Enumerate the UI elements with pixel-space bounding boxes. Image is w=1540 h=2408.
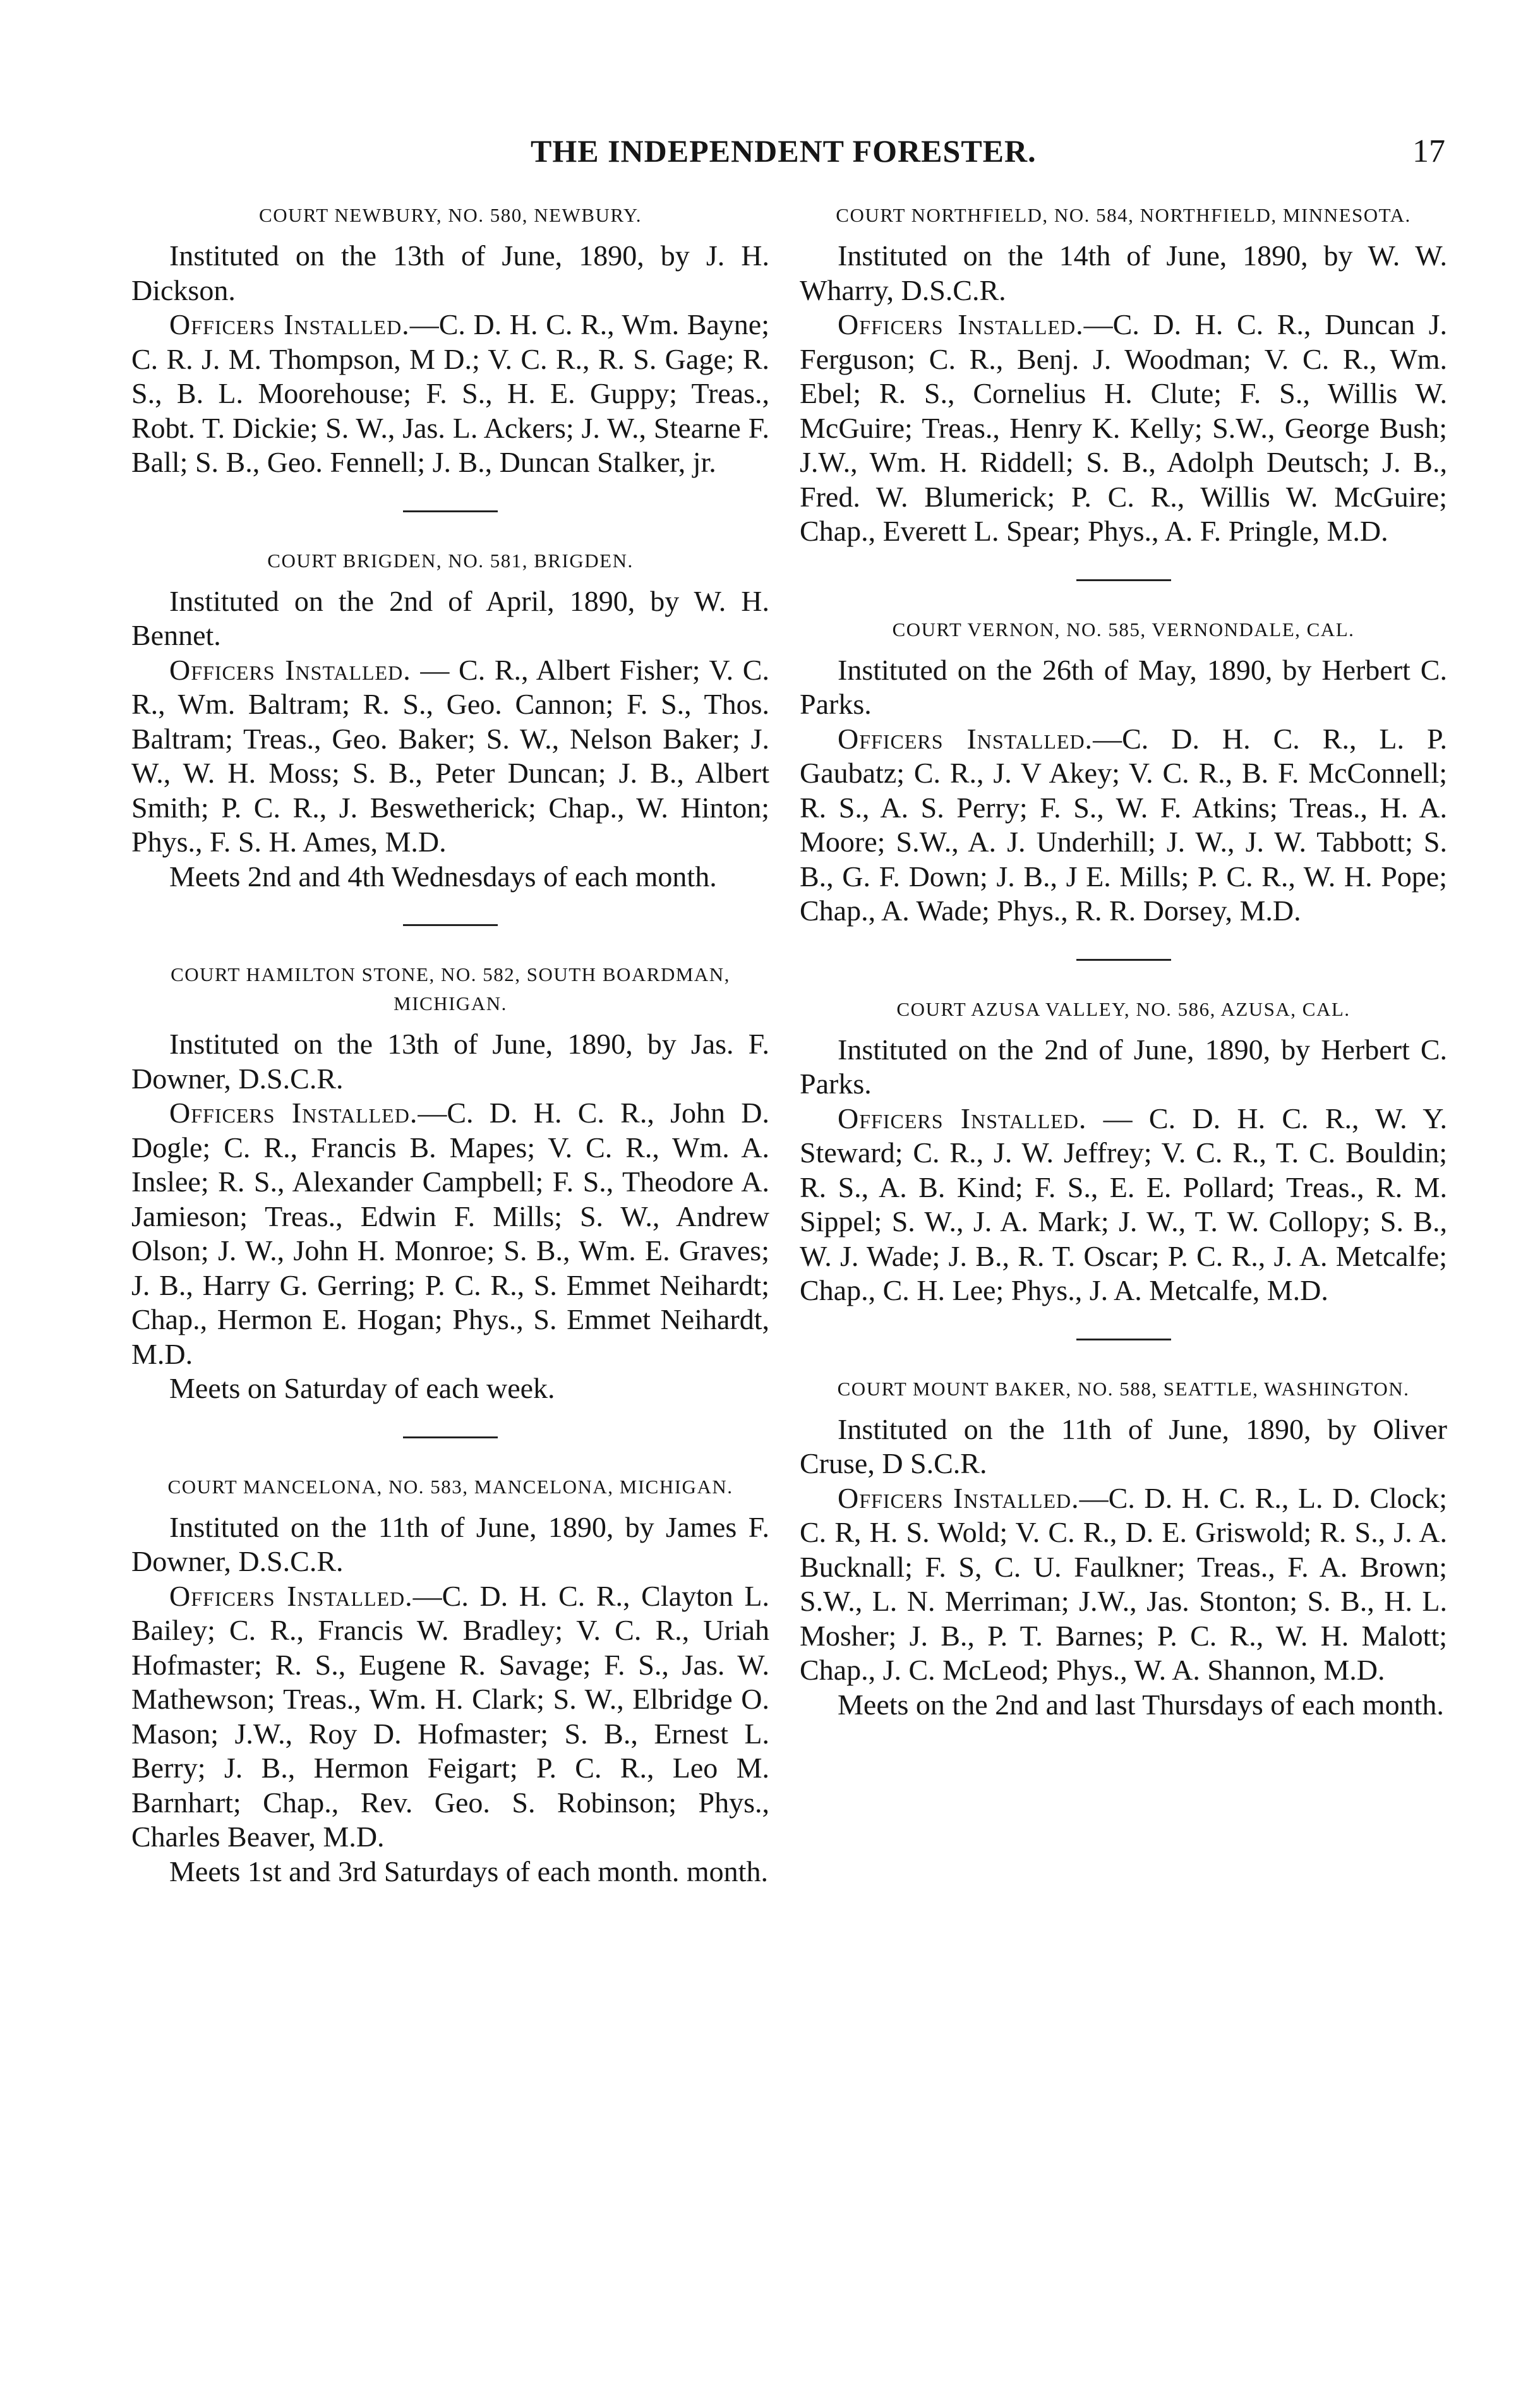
officers-label: Officers Installed. bbox=[838, 1481, 1080, 1514]
court-heading: COURT AZUSA VALLEY, NO. 586, AZUSA, CAL. bbox=[896, 997, 1351, 1020]
officers-paragraph bbox=[131, 653, 769, 860]
officers-label: Officers Installed. bbox=[169, 308, 410, 340]
instituted-text: Instituted on the 11th of June, 1890, by James F. Downer, D.S.C.R. bbox=[131, 1510, 769, 1577]
officers-text: —C. D. H. C. R., John D. Dogle; C. R., Francis B. Mapes; V. C. R., Wm. A. Inslee; R. S., Alexander Campbell; F. S., Theodore A. Jamieson; Treas., Edwin F. Mills; S. W., Andrew Olson; J. W., John H. Monroe; S. B., Wm. E. Graves; J. B., Harry G. Gerring; P. C. R., S. Emmet Neihardt; Chap., Hermon E. Hogan; Phys., S. Emmet Neihardt, M.D. bbox=[131, 1097, 770, 1370]
left-column bbox=[131, 201, 769, 1889]
court-entry-mount-baker bbox=[800, 1375, 1447, 1723]
instituted-text: Instituted on the 26th of May, 1890, by Herbert C. Parks. bbox=[800, 653, 1447, 720]
instituted-text: Instituted on the 11th of June, 1890, by Oliver Cruse, D S.C.R. bbox=[800, 1412, 1447, 1479]
section-divider bbox=[403, 1436, 498, 1438]
officers-text: —C. D. H. C. R., Clayton L. Bailey; C. R., Francis W. Bradley; V. C. R., Uriah Hofmaster; R. S., Eugene R. Savage; F. S., Jas. W. Mathewson; Treas., Wm. H. Clark; S. W., Elbridge O. Mason; J.W., Roy D. Hofmaster; S. B., Ernest L. Berry; J. B., Hermon Feigart; P. C. R., Leo M. Barnhart; Chap., Rev. Geo. S. Robinson; Phys., Charles Beaver, M.D. bbox=[131, 1579, 769, 1853]
officers-label: Officers Installed. bbox=[169, 1097, 418, 1129]
instituted-text: Instituted on the 13th of June, 1890, by J. H. Dickson. bbox=[131, 239, 769, 306]
section-divider bbox=[403, 924, 498, 926]
court-heading: COURT NORTHFIELD, NO. 584, NORTHFIELD, MINNESOTA. bbox=[836, 204, 1411, 226]
court-heading: COURT MOUNT BAKER, NO. 588, SEATTLE, WASHINGTON. bbox=[837, 1377, 1410, 1400]
court-entry-azusa-valley bbox=[800, 995, 1447, 1308]
officers-text: — C. D. H. C. R., W. Y. Steward; C. R., J. W. Jeffrey; V. C. R., T. C. Bouldin; R. S., A. B. Kind; F. S., E. E. Pollard; Treas., R. M. Sippel; S. W., J. A. Mark; J. W., T. W. Collopy; S. B., W. J. Wade; J. B., R. T. Oscar; P. C. R., J. A. Metcalfe; Chap., C. H. Lee; Phys., J. A. Metcalfe, M.D. bbox=[800, 1102, 1447, 1306]
court-heading: COURT MANCELONA, NO. 583, MANCELONA, MICHIGAN. bbox=[167, 1475, 733, 1498]
officers-text: — C. R., Albert Fisher; V. C. R., Wm. Baltram; R. S., Geo. Cannon; F. S., Thos. Baltram; Treas., Geo. Baker; S. W., Nelson Baker; J. W., W. H. Moss; S. B., Peter Duncan; J. B., Albert Smith; P. C. R., J. Beswetherick; Chap., W. Hinton; Phys., F. S. H. Ames, M.D. bbox=[131, 653, 769, 858]
officers-paragraph bbox=[800, 308, 1447, 549]
running-header bbox=[126, 133, 1445, 177]
officers-paragraph bbox=[800, 1481, 1447, 1688]
journal-title: THE INDEPENDENT FORESTER. bbox=[531, 133, 1037, 169]
court-entry-mancelona bbox=[131, 1472, 769, 1889]
court-heading: COURT BRIGDEN, NO. 581, BRIGDEN. bbox=[267, 549, 634, 572]
court-entry-newbury bbox=[131, 201, 769, 480]
officers-text: —C. D. H. C. R., L. P. Gaubatz; C. R., J. V Akey; V. C. R., B. F. McConnell; R. S., A. S. Perry; F. S., W. F. Atkins; Treas., H. A. Moore; S.W., A. J. Underhill; J. W., J. W. Tabbott; S. B., G. F. Down; J. B., J E. Mills; P. C. R., W. H. Pope; Chap., A. Wade; Phys., R. R. Dorsey, M.D. bbox=[800, 722, 1447, 927]
officers-label: Officers Installed. bbox=[169, 653, 411, 686]
officers-paragraph bbox=[800, 722, 1447, 929]
officers-label: Officers Installed. bbox=[838, 1102, 1087, 1135]
court-entry-northfield bbox=[800, 201, 1447, 549]
section-divider bbox=[1076, 1339, 1171, 1340]
officers-text: —C. D. H. C. R., Wm. Bayne; C. R. J. M. Thompson, M D.; V. C. R., R. S. Gage; R. S., B. L. Moorehouse; F. S., H. E. Guppy; Treas., Robt. T. Dickie; S. W., Jas. L. Ackers; J. W., Stearne F. Ball; S. B., Geo. Fennell; J. B., Duncan Stalker, jr. bbox=[131, 308, 769, 478]
meeting-text: Meets on the 2nd and last Thursdays of each month. bbox=[838, 1688, 1444, 1721]
right-column bbox=[800, 201, 1447, 1722]
officers-label: Officers Installed. bbox=[838, 308, 1084, 340]
court-entry-brigden bbox=[131, 546, 769, 894]
officers-paragraph bbox=[131, 1096, 769, 1371]
court-entry-hamilton-stone bbox=[131, 960, 769, 1406]
meeting-text: Meets on Saturday of each week. bbox=[169, 1372, 555, 1404]
instituted-text: Instituted on the 13th of June, 1890, by Jas. F. Downer, D.S.C.R. bbox=[131, 1028, 769, 1095]
instituted-text: Instituted on the 14th of June, 1890, by W. W. Wharry, D.S.C.R. bbox=[800, 239, 1447, 306]
section-divider bbox=[1076, 579, 1171, 581]
meeting-text: Meets 2nd and 4th Wednesdays of each month. bbox=[169, 860, 717, 893]
officers-label: Officers Installed. bbox=[169, 1579, 413, 1612]
officers-text: —C. D. H. C. R., Duncan J. Ferguson; C. R., Benj. J. Woodman; V. C. R., Wm. Ebel; R. S., Cornelius H. Clute; F. S., Willis W. McGuire; Treas., Henry K. Kelly; S.W., George Bush; J.W., Wm. H. Riddell; S. B., Adolph Deutsch; J. B., Fred. W. Blumerick; P. C. R., Willis W. McGuire; Chap., Everett L. Spear; Phys., A. F. Pringle, M.D. bbox=[800, 308, 1447, 547]
page-number: 17 bbox=[1412, 133, 1445, 169]
section-divider bbox=[403, 510, 498, 512]
meeting-text: Meets 1st and 3rd Saturdays of each month. month. bbox=[169, 1855, 768, 1887]
instituted-text: Instituted on the 2nd of April, 1890, by W. H. Bennet. bbox=[131, 584, 769, 651]
court-heading: COURT HAMILTON STONE, NO. 582, SOUTH BOARDMAN, MICHIGAN. bbox=[171, 963, 730, 1014]
instituted-text: Instituted on the 2nd of June, 1890, by Herbert C. Parks. bbox=[800, 1033, 1447, 1100]
court-entry-vernon bbox=[800, 615, 1447, 929]
officers-paragraph bbox=[800, 1102, 1447, 1308]
officers-paragraph bbox=[131, 308, 769, 480]
officers-paragraph bbox=[131, 1579, 769, 1855]
court-heading: COURT VERNON, NO. 585, VERNONDALE, CAL. bbox=[892, 618, 1355, 641]
section-divider bbox=[1076, 959, 1171, 961]
officers-label: Officers Installed. bbox=[838, 722, 1093, 755]
officers-text: —C. D. H. C. R., L. D. Clock; C. R, H. S. Wold; V. C. R., D. E. Griswold; R. S., J. A. Bucknall; F. S, C. U. Faulkner; Treas., F. A. Brown; S.W., L. N. Merriman; J.W., Jas. Stonton; S. B., H. L. Mosher; J. B., P. T. Barnes; P. C. R., W. H. Malott; Chap., J. C. McLeod; Phys., W. A. Shannon, M.D. bbox=[800, 1481, 1447, 1686]
court-heading: COURT NEWBURY, NO. 580, NEWBURY. bbox=[259, 204, 642, 226]
